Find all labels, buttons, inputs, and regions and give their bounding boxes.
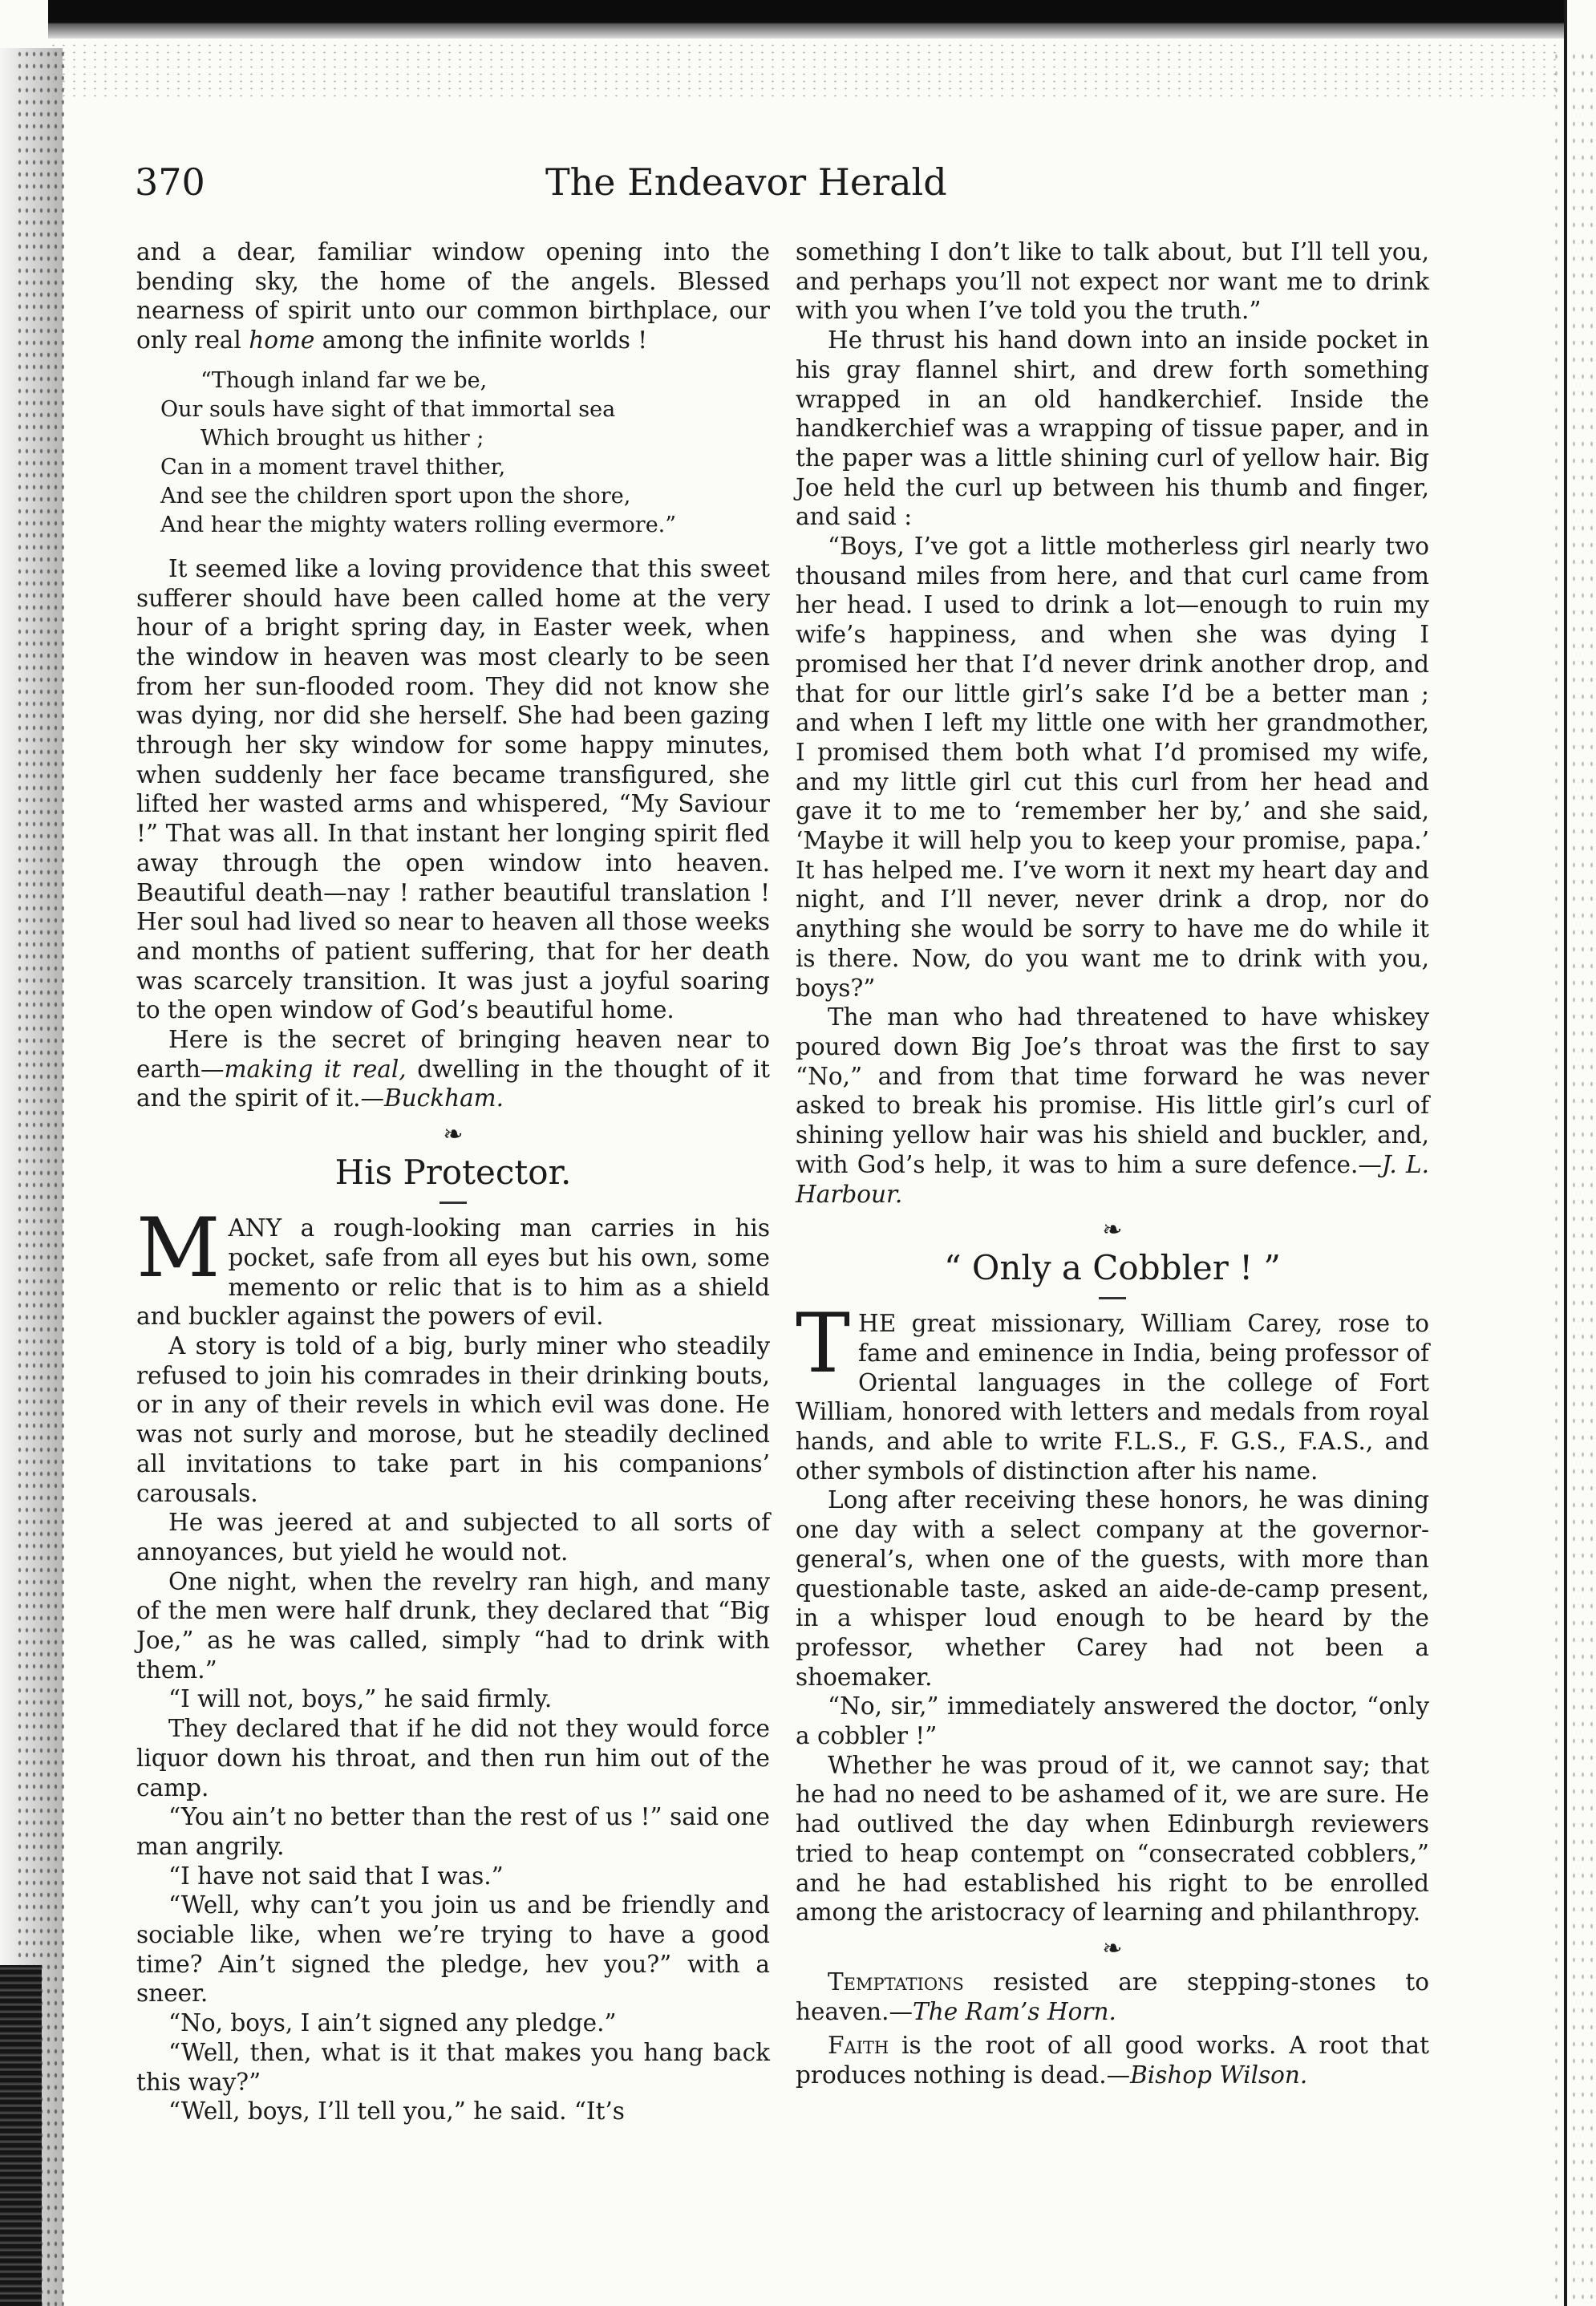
ornament-icon: ❧ [443,1121,464,1149]
declared-paragraph: They declared that if he did not they would force liquor down his throat, and then run him out of the camp. [136,1715,770,1801]
scan-dark-corner [0,1965,42,2306]
poem-block [160,367,770,540]
running-header-title: The Endeavor Herald [545,160,947,204]
story-paragraph: A story is told of a big, burly miner who steadily refused to join his comrades in their drinking bouts, or in any of their revels in which evil was done. He was not surly and morose, but he steadily declined all invitations to take part in his companions’ carousals. [136,1331,770,1507]
only-a-cobbler-title: “ Only a Cobbler ! ” [944,1248,1281,1288]
title-rule [440,1202,467,1204]
temptations-paragraph: Temptations resisted are stepping-stones to heaven.—The Ram’s Horn. [796,1968,1429,2025]
poem-line: Our souls have sight of that immortal sea [160,396,616,422]
night-paragraph: One night, when the revelry ran high, and many of the men were half drunk, they declared that “Big Joe,” as he was called, simply “had to drink with them.” [136,1567,770,1684]
man-paragraph: The man who had threatened to have whiskey poured down Big Joe’s throat was the first to say “No,” and from that time forward he was never asked to break his promise. His little girl’s curl of shining yellow hair was his shield and buckler, and, with God’s help, it was to him a sure defence.—J. L. Harbour. [796,1003,1429,1208]
boys-paragraph: “Boys, I’ve got a little motherless girl nearly two thousand miles from here, and that curl came from her head. I used to drink a lot—enough to ruin my wife’s happiness, and when she was dying I promised her that I’d never drink another drop, and that for our little girl’s sake I’d be a better man ; and when I left my little one with her grandmother, I promised them both what I’d promised my wife, and my little girl cut this curl from her head and gave it to me to ‘remember her by,’ and she said, ‘Maybe it will help you to keep your promise, papa.’ It has helped me. I’ve worn it next my heart day and night, and I’ll never, never drink a drop, nor do anything she would be sorry to have me do while it is there. Now, do you want me to drink with you, boys?” [796,533,1429,1002]
right-column [796,237,1429,2090]
providence-paragraph: It seemed like a loving providence that this sweet sufferer should have been called home at the very hour of a bright spring day, in Easter week, when the window in heaven was most clearly to be seen from her sun-flooded room. They did not know she was dying, nor did she herself. She had been gazing through her sky window for some happy minutes, when suddenly her face became transfigured, she lifted her wasted arms and whispered, “My Saviour !” That was all. In that instant her longing spirit fled away through the open window into heaven. Beautiful death—nay ! rather beautiful translation ! Her soul had lived so near to heaven all those weeks and months of patient suffering, that for her death was scarcely transition. It was just a joyful soaring to the open window of God’s beautiful home. [136,554,770,1024]
poem-line: “Though inland far we be, [201,367,488,393]
top-border-rule [48,0,1564,39]
protector-first-paragraph: MANY a rough-looking man carries in his pocket, safe from all eyes but his own, some memento or relic that is to him as a shield and buckler against the powers of evil. [136,1201,770,1331]
why-paragraph: “Well, why can’t you join us and be friendly and sociable like, when we’re trying to have a good time? Ain’t signed the pledge, hev you?” with a sneer. [136,1891,770,2008]
title-rule [1099,1297,1126,1299]
aint-better-paragraph: “You ain’t no better than the rest of us !” said one man angrily. [136,1803,770,1860]
his-protector-title: His Protector. [334,1153,572,1193]
scan-right-edge-line [1564,0,1567,2306]
will-not-paragraph: “I will not, boys,” he said firmly. [168,1685,553,1713]
cobbler-first-paragraph: THE great missionary, William Carey, rose to fame and eminence in India, being professor of Oriental languages in the college of Fort William, honored with letters and medals from royal hands, and able to write F.L.S., F. G.S., F.A.S., and other symbols of distinction after his name. [796,1296,1429,1485]
source-signature: The Ram’s Horn. [913,1997,1116,2025]
left-column [136,237,770,2126]
poem-line: And see the children sport upon the shore, [160,483,631,509]
drop-cap: T [796,1296,851,1392]
intro-paragraph: and a dear, familiar window opening into the bending sky, the home of the angels. Blessed nearness of spirit unto our common birthplace, our only real home among the infinite worlds ! [136,238,770,355]
poem-line: And hear the mighty waters rolling evermore.” [160,512,677,537]
page-number: 370 [135,160,205,204]
have-not-paragraph: “I have not said that I was.” [168,1862,504,1890]
whether-paragraph: Whether he was proud of it, we cannot say; that he had no need to be ashamed of it, we are sure. He had outlived the day when Edinburgh reviewers tried to heap contempt on “consecrated cobblers,” and he had established his right to be enrolled among the aristocracy of learning and philanthropy. [796,1751,1429,1927]
ornament-icon: ❧ [1102,1216,1123,1245]
author-signature: Buckham. [384,1084,504,1112]
secret-paragraph: Here is the secret of bringing heaven near to earth—making it real, dwelling in the thought of it and the spirit of it.—Buckham. [136,1026,770,1112]
author-signature: J. L. Harbour. [796,1150,1429,1208]
author-signature: Bishop Wilson. [1130,2061,1308,2089]
no-pledge-paragraph: “No, boys, I ain’t signed any pledge.” [168,2009,617,2037]
thrust-paragraph: He thrust his hand down into an inside pocket in his gray flannel shirt, and drew forth something wrapped in an old handkerchief. Inside the handkerchief was a wrapping of tissue paper, and in the paper was a little shining curl of yellow hair. Big Joe held the curl up between his thumb and finger, and said : [796,326,1429,531]
scan-noise-top [48,42,1564,98]
continued-paragraph: something I don’t like to talk about, but I’ll tell you, and perhaps you’ll not expect nor want me to drink with you when I’ve told you the truth.” [796,238,1429,325]
jeered-paragraph: He was jeered at and subjected to all sorts of annoyances, but yield he would not. [136,1509,770,1566]
long-after-paragraph: Long after receiving these honors, he was dining one day with a select company at the governor-general’s, when one of the guests, with more than questionable taste, asked an aide-de-camp present, in a whisper loud enough to be heard by the professor, whether Carey had not been a shoemaker. [796,1486,1429,1691]
ornament-icon: ❧ [1102,1934,1123,1963]
drop-cap: M [136,1201,221,1297]
faith-paragraph: Faith is the root of all good works. A root that produces nothing is dead.—Bishop Wilson. [796,2032,1429,2089]
scan-noise-right [1552,48,1596,2306]
poem-line: Which brought us hither ; [201,425,484,451]
no-sir-paragraph: “No, sir,” immediately answered the doctor, “only a cobbler !” [796,1692,1429,1750]
what-is-paragraph: “Well, then, what is it that makes you hang back this way?” [136,2038,770,2096]
tell-paragraph: “Well, boys, I’ll tell you,” he said. “It’s [168,2097,625,2126]
poem-line: Can in a moment travel thither, [160,454,506,480]
